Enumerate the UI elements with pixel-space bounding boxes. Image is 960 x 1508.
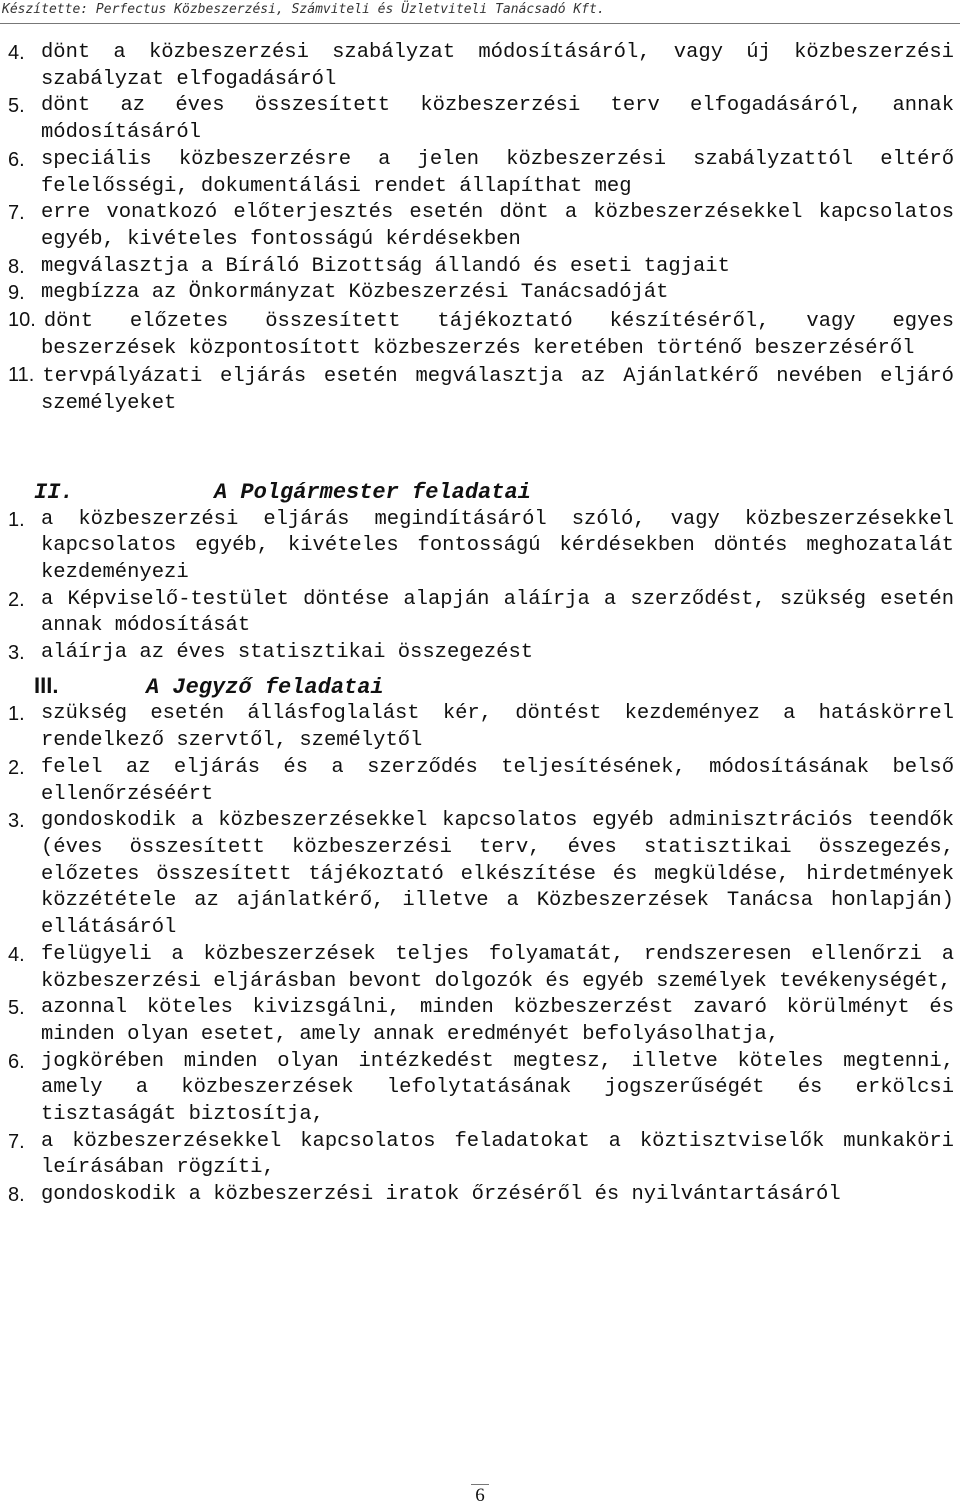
item-text: szükség esetén állásfoglalást kér, döntést kezdeményez a hatáskörrel rendelkező szervtől, személytől xyxy=(41,702,954,753)
list-item xyxy=(8,808,954,942)
section-number: III. xyxy=(34,672,59,698)
item-number: 3. xyxy=(8,810,25,833)
section-title: A Jegyző feladatai xyxy=(146,674,384,700)
item-text: a közbeszerzésekkel kapcsolatos feladatokat a köztisztviselők munkaköri leírásában rögzíti, xyxy=(41,1129,954,1180)
item-text: tervpályázati eljárás esetén megválasztja az Ajánlatkérő nevében eljáró személyeket xyxy=(41,365,954,416)
item-number: 5. xyxy=(8,997,25,1020)
list-item xyxy=(8,307,954,362)
item-text: dönt az éves összesített közbeszerzési terv elfogadásáról, annak módosításáról xyxy=(41,94,954,145)
list-item xyxy=(8,147,954,200)
item-number: 8. xyxy=(8,1184,25,1207)
item-text: felügyeli a közbeszerzések teljes folyamatát, rendszeresen ellenőrzi a közbeszerzési eljárásban bevont dolgozók és egyéb személyek tevékenységét, xyxy=(41,942,954,993)
list-item xyxy=(8,942,954,995)
item-number: 1. xyxy=(8,508,25,531)
list-item xyxy=(8,640,954,667)
list-kepviselo-testulet xyxy=(8,40,954,418)
item-number: 6. xyxy=(8,1050,25,1073)
list-item xyxy=(8,40,954,93)
list-item xyxy=(8,362,954,417)
list-item xyxy=(8,755,954,808)
item-text: speciális közbeszerzésre a jelen közbeszerzési szabályzattól eltérő felelősségi, dokumentálási rendet állapíthat meg xyxy=(41,147,954,198)
item-number: 10. xyxy=(8,309,36,332)
list-item xyxy=(8,280,954,307)
section-heading-polgarmester xyxy=(8,480,954,507)
item-text: megbízza az Önkormányzat Közbeszerzési Tanácsadóját xyxy=(41,281,669,305)
page-header: Készítette: Perfectus Közbeszerzési, Számviteli és Üzletviteli Tanácsadó Kft. xyxy=(0,0,960,24)
item-text: aláírja az éves statisztikai összegezést xyxy=(41,641,534,665)
item-text: jogkörében minden olyan intézkedést megtesz, illetve köteles megtenni, amely a közbeszerzések lefolytatásának jogszerűségét és erkölcsi tisztaságát biztosítja, xyxy=(41,1049,954,1127)
section-title: A Polgármester feladatai xyxy=(214,479,531,505)
page-number: 6 xyxy=(471,1484,489,1506)
item-text: a közbeszerzési eljárás megindításáról szóló, vagy közbeszerzésekkel kapcsolatos egyéb, kivételes fontosságú kérdésekben döntés meghozatalát kezdeményezi xyxy=(41,507,954,584)
item-number: 5. xyxy=(8,95,25,118)
item-number: 9. xyxy=(8,282,25,305)
item-text: gondoskodik a közbeszerzési iratok őrzéséről és nyilvántartásáról xyxy=(41,1183,841,1207)
section-number: II. xyxy=(34,479,74,505)
item-number: 4. xyxy=(8,943,25,966)
list-item xyxy=(8,1049,954,1129)
item-number: 1. xyxy=(8,703,25,726)
list-item xyxy=(8,701,954,754)
item-text: gondoskodik a közbeszerzésekkel kapcsolatos egyéb adminisztrációs teendők (éves összesített közbeszerzési terv, éves statisztikai összegezés, előzetes összesített tájékoztató elkészítése és megküldése, hirdetmények közzététele az ajánlatkérő, illetve a Közbeszerzések Tanácsa honlapján) ellátásáról xyxy=(41,809,954,940)
list-item xyxy=(8,995,954,1048)
list-item xyxy=(8,200,954,253)
item-number: 6. xyxy=(8,148,25,171)
item-text: dönt előzetes összesített tájékoztató készítéséről, vagy egyes beszerzések központosított közbeszerzés keretében történő beszerzéséről xyxy=(41,310,954,360)
item-number: 3. xyxy=(8,642,25,665)
item-text: azonnal köteles kivizsgálni, minden közbeszerzést zavaró körülményt és minden olyan esetet, amely annak eredményét befolyásolhatja, xyxy=(41,996,954,1046)
item-number: 4. xyxy=(8,42,25,64)
item-text: megválasztja a Bíráló Bizottság állandó és eseti tagjait xyxy=(41,254,730,278)
item-number: 7. xyxy=(8,202,25,225)
document-body xyxy=(8,40,954,1209)
list-item xyxy=(8,507,954,587)
list-item xyxy=(8,587,954,640)
item-text: felel az eljárás és a szerződés teljesítésének, módosításának belső ellenőrzéséért xyxy=(41,755,954,806)
item-text: erre vonatkozó előterjesztés esetén dönt a közbeszerzésekkel kapcsolatos egyéb, kivételes fontosságú kérdésekben xyxy=(41,201,954,251)
item-number: 7. xyxy=(8,1130,25,1153)
item-text: dönt a közbeszerzési szabályzat módosításáról, vagy új közbeszerzési szabályzat elfogadásáról xyxy=(41,41,954,91)
list-item xyxy=(8,93,954,146)
page-footer xyxy=(0,1484,960,1508)
item-number: 11. xyxy=(8,364,35,387)
item-number: 8. xyxy=(8,255,25,278)
list-jegyzo xyxy=(8,701,954,1208)
list-polgarmester xyxy=(8,507,954,667)
section-heading-jegyzo xyxy=(8,673,954,702)
item-text: a Képviselő-testület döntése alapján aláírja a szerződést, szükség esetén annak módosítását xyxy=(41,587,954,638)
item-number: 2. xyxy=(8,756,25,779)
item-number: 2. xyxy=(8,588,25,611)
list-item xyxy=(8,1182,954,1209)
list-item xyxy=(8,254,954,281)
list-item xyxy=(8,1129,954,1182)
